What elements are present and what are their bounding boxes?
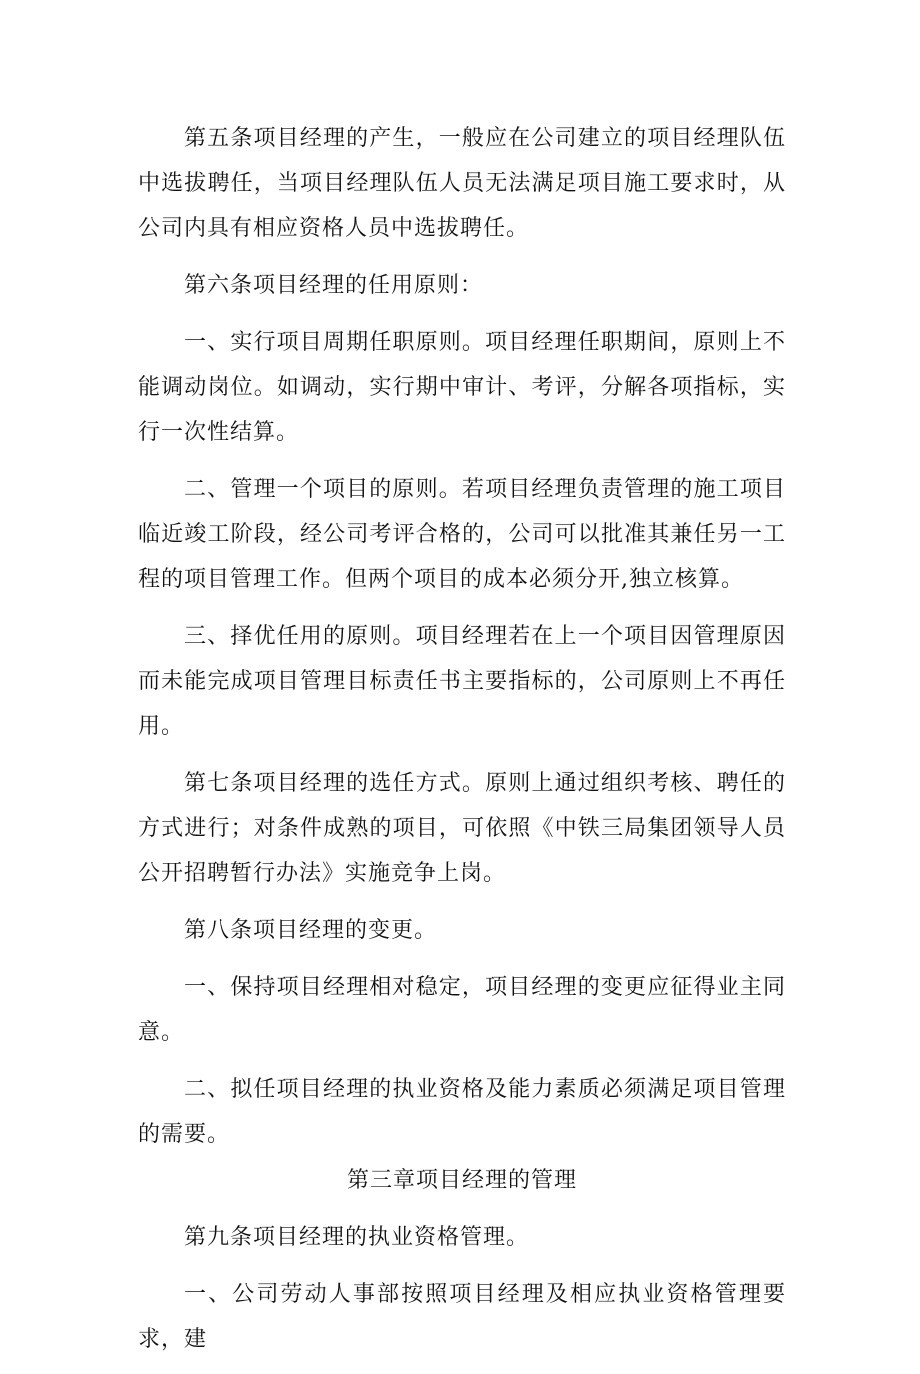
article-9-item-1: 一、公司劳动人事部按照项目经理及相应执业资格管理要求，建 — [138, 1282, 786, 1352]
article-6-heading: 第六条项目经理的任用原则： — [184, 273, 484, 298]
article-8-item-2: 二、拟任项目经理的执业资格及能力素质必须满足项目管理的需要。 — [138, 1077, 786, 1147]
article-6-item-2: 二、管理一个项目的原则。若项目经理负责管理的施工项目临近竣工阶段，经公司考评合格的，公司可以批准其兼任另一工程的项目管理工作。但两个项目的成本必须分开,独立核算。 — [138, 477, 786, 592]
chapter-heading: 第三章项目经理的管理 — [346, 1168, 577, 1193]
article-8-item-1: 一、保持项目经理相对稳定，项目经理的变更应征得业主同意。 — [138, 975, 786, 1045]
article-9-heading: 第九条项目经理的执业资格管理。 — [184, 1225, 530, 1250]
article-5-paragraph: 第五条项目经理的产生，一般应在公司建立的项目经理队伍中选拔聘任，当项目经理队伍人员无法满足项目施工要求时，从公司内具有相应资格人员中选拔聘任。 — [138, 126, 786, 241]
document-body — [138, 116, 786, 1374]
article-8-heading: 第八条项目经理的变更。 — [184, 918, 438, 943]
article-6-item-1: 一、实行项目周期任职原则。项目经理任职期间，原则上不能调动岗位。如调动，实行期中审计、考评，分解各项指标，实行一次性结算。 — [138, 330, 786, 445]
article-6-item-3: 三、择优任用的原则。项目经理若在上一个项目因管理原因而未能完成项目管理目标责任书主要指标的，公司原则上不再任用。 — [138, 624, 786, 739]
article-7-paragraph: 第七条项目经理的选任方式。原则上通过组织考核、聘任的方式进行；对条件成熟的项目，可依照《中铁三局集团领导人员公开招聘暂行办法》实施竞争上岗。 — [138, 771, 786, 886]
